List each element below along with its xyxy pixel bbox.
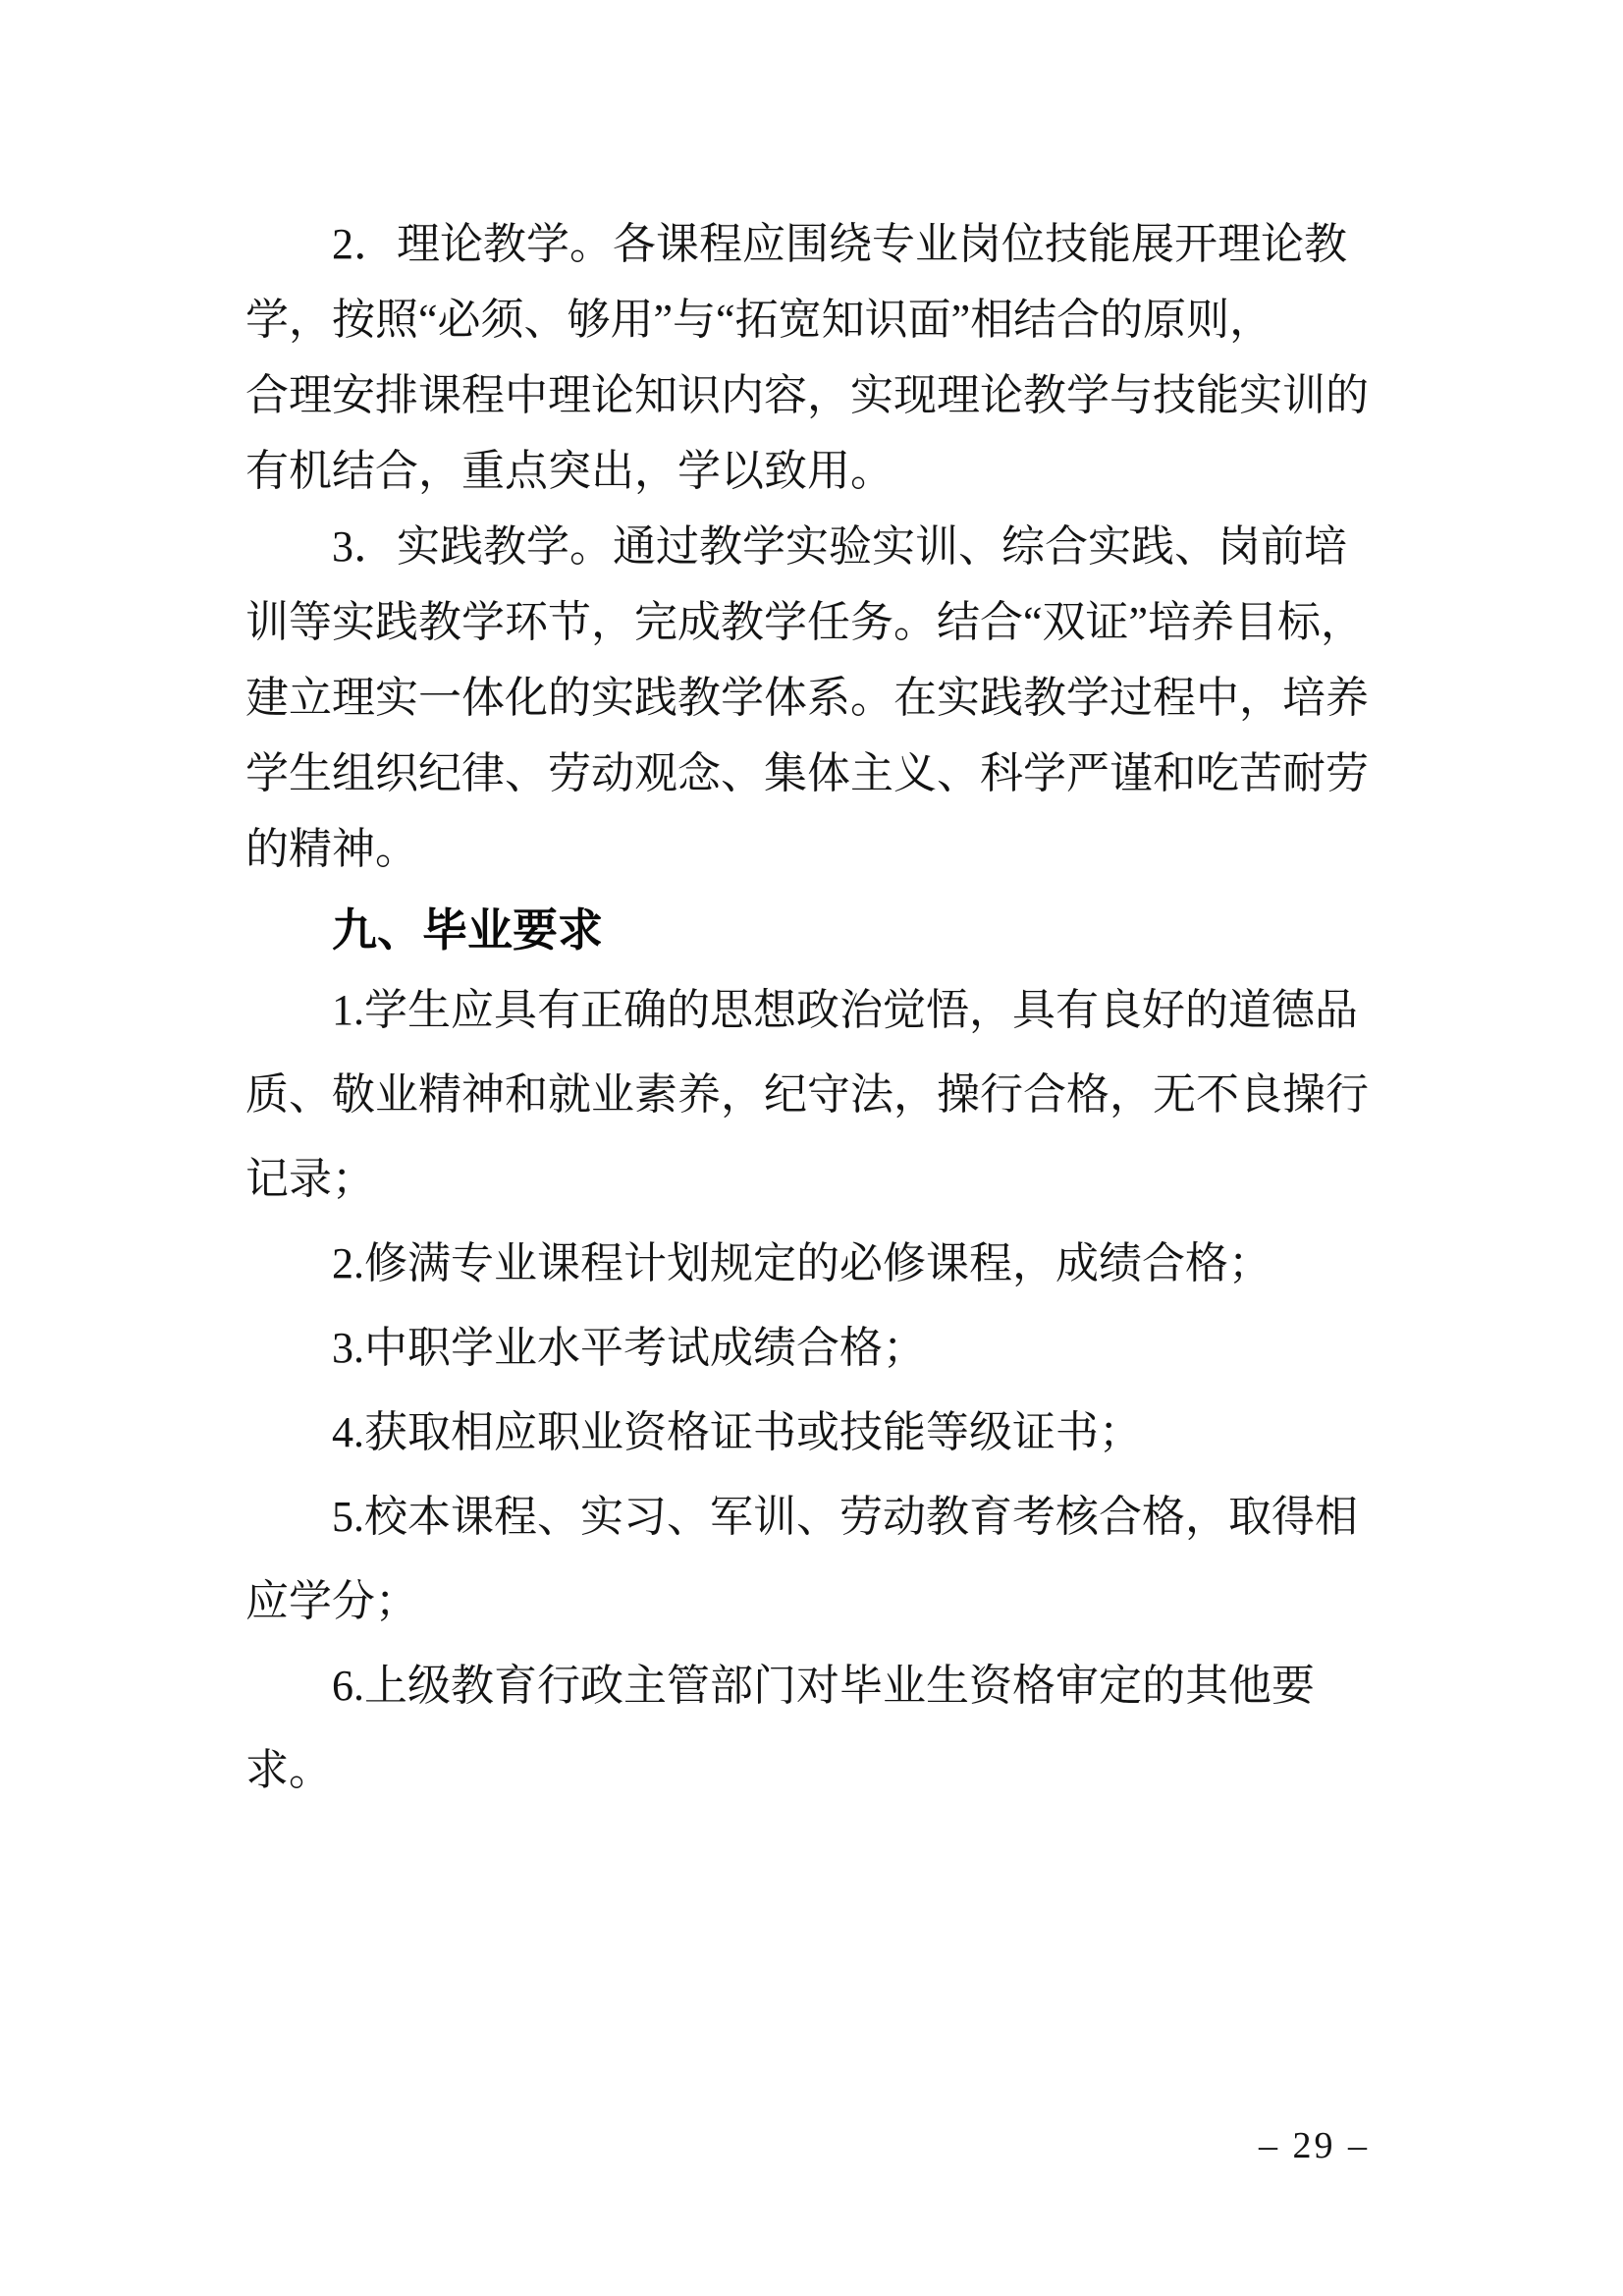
list-item-line: 质、敬业精神和就业素养，纪守法，操行合格，无不良操行 bbox=[245, 1070, 1369, 1119]
paragraph-line: 学生组织纪律、劳动观念、集体主义、科学严谨和吃苦耐劳 bbox=[245, 749, 1369, 797]
paragraph-line: 的精神。 bbox=[245, 825, 418, 873]
list-item-line: 5.校本课程、实习、军训、劳动教育考核合格，取得相 bbox=[332, 1493, 1358, 1541]
list-item-line: 求。 bbox=[245, 1746, 332, 1794]
graduation-requirement-item bbox=[245, 1644, 1375, 1813]
paragraph-line: 3．实践教学。通过教学实验实训、综合实践、岗前培 bbox=[332, 522, 1347, 571]
document-content bbox=[245, 206, 1375, 1813]
paragraph-line: 建立理实一体化的实践教学体系。在实践教学过程中，培养 bbox=[245, 674, 1369, 722]
paragraph-line: 训等实践教学环节，完成教学任务。结合“双证”培养目标， bbox=[245, 598, 1365, 646]
paragraph-line: 有机结合，重点突出，学以致用。 bbox=[245, 447, 893, 495]
list-item-line: 6.上级教育行政主管部门对毕业生资格审定的其他要 bbox=[332, 1662, 1315, 1710]
graduation-requirement-item bbox=[245, 1391, 1375, 1475]
graduation-requirement-item bbox=[245, 1306, 1375, 1391]
list-item-line: 1.学生应具有正确的思想政治觉悟，具有良好的道德品 bbox=[332, 986, 1358, 1034]
page-number: – 29 – bbox=[1259, 2125, 1370, 2166]
paragraph-line: 2．理论教学。各课程应围绕专业岗位技能展开理论教 bbox=[332, 220, 1347, 268]
list-item-line: 应学分； bbox=[245, 1577, 418, 1625]
graduation-requirement-item bbox=[245, 968, 1375, 1222]
paragraph-line: 学，按照“必须、够用”与“拓宽知识面”相结合的原则， bbox=[245, 296, 1273, 344]
paragraph-practice-teaching bbox=[245, 509, 1375, 887]
list-item-line: 2.修满专业课程计划规定的必修课程，成绩合格； bbox=[332, 1239, 1271, 1287]
paragraph-theory-teaching bbox=[245, 206, 1375, 509]
list-item-line: 记录； bbox=[245, 1155, 375, 1203]
list-item-line: 4.获取相应职业资格证书或技能等级证书； bbox=[332, 1408, 1142, 1456]
graduation-requirement-item bbox=[245, 1475, 1375, 1644]
list-item-line: 3.中职学业水平考试成绩合格； bbox=[332, 1324, 926, 1372]
graduation-requirement-item bbox=[245, 1222, 1375, 1306]
graduation-requirements-list bbox=[245, 968, 1375, 1813]
paragraph-line: 合理安排课程中理论知识内容，实现理论教学与技能实训的 bbox=[245, 371, 1369, 419]
section-heading-graduation-requirements: 九、毕业要求 bbox=[332, 904, 603, 956]
